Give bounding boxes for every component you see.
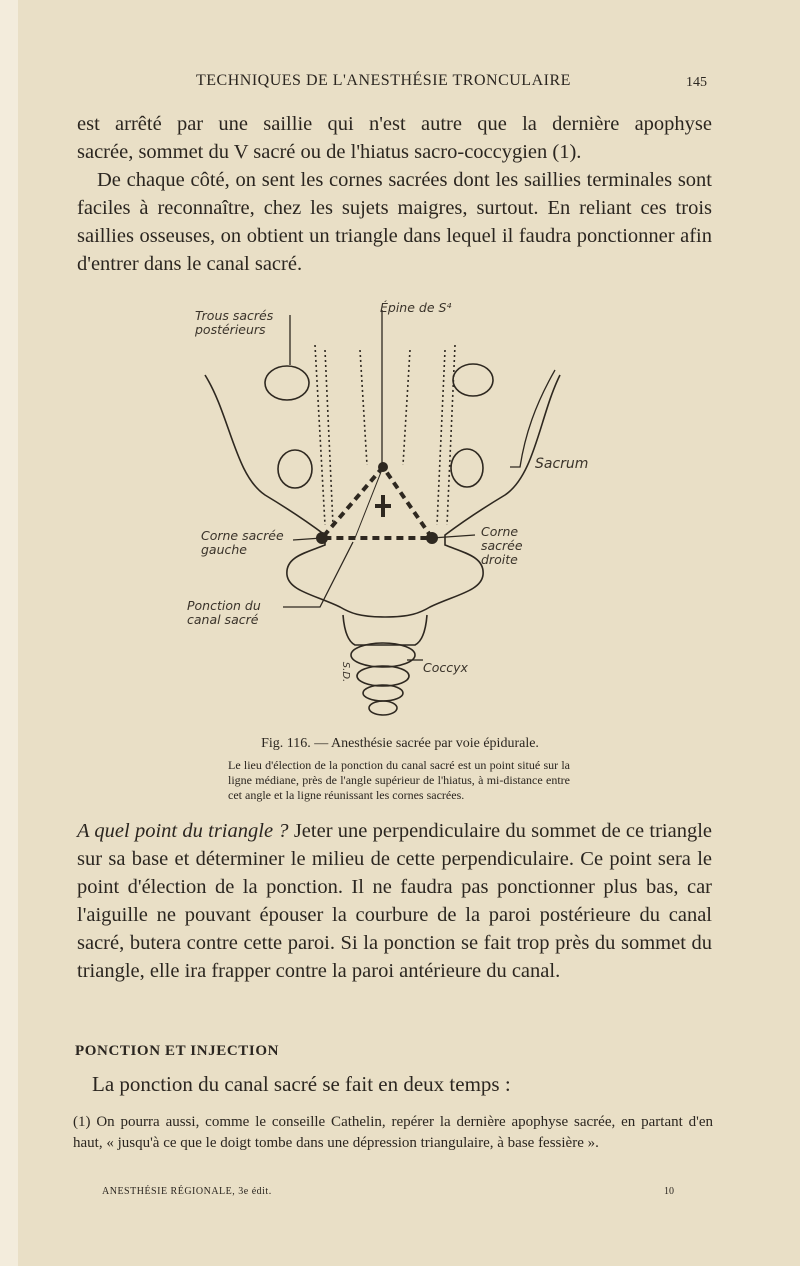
label-ponction: Ponction du canal sacré <box>187 598 261 627</box>
page-number: 145 <box>686 75 707 90</box>
text-line: est arrêté par une saillie qui n'est autre que la dernière apophyse <box>77 113 712 135</box>
label-sacrum: Sacrum <box>535 456 589 472</box>
paragraph: De chaque côté, on sent les cornes sacrées dont les saillies terminales sont faciles à reconnaître, chez les sujets maigres, surtout. En reliant ces trois saillies osseuses, on obtient un triangle dans lequel il faudra ponctionner afin d'entrer dans le canal sacré. <box>77 169 712 275</box>
running-header <box>0 72 800 96</box>
label-trous-sacres: Trous sacrés postérieurs <box>195 308 274 337</box>
figure-caption-title: Fig. 116. — Anesthésie sacrée par voie épidurale. <box>261 736 539 751</box>
label-epine: Épine de S⁴ <box>380 300 452 315</box>
running-title: TECHNIQUES DE L'ANESTHÉSIE TRONCULAIRE <box>196 72 571 89</box>
footnote: (1) On pourra aussi, comme le conseille Cathelin, repérer la dernière apophyse sacrée, en partant d'en haut, « jusqu'à ce que le doigt tombe dans une dépression triangulaire, à base fessière ». <box>73 1114 713 1151</box>
page-edge <box>0 0 18 1266</box>
label-coccyx: Coccyx <box>423 660 468 675</box>
italic-lead: A quel point du triangle ? <box>77 820 289 842</box>
label-corne-gauche: Corne sacrée gauche <box>201 528 284 557</box>
figure-caption-body: Le lieu d'élection de la ponction du canal sacré est un point situé sur la ligne médiane, près de l'angle supérieur de l'hiatus, à mi-distance entre cet angle et la ligne réunissant les cornes sacrées. <box>228 758 570 802</box>
triangle-paragraph <box>77 817 712 985</box>
intro-text <box>77 110 712 278</box>
paragraph-rest: Jeter une perpendiculaire du sommet de ce triangle sur sa base et déterminer le milieu de cette perpendiculaire. Ce point sera le point d'élection de la ponction. Il ne faudra pas ponctionner plus bas, car l'aiguille ne pouvant épouser la courbure de la paroi postérieure du canal sacré, butera contre cette paroi. Si la ponction se fait trop près du sommet du triangle, elle ira frapper contre la paroi antérieure du canal. <box>77 820 712 982</box>
section-lead: La ponction du canal sacré se fait en deux temps : <box>92 1072 511 1096</box>
footer-signature: ANESTHÉSIE RÉGIONALE, 3e édit. <box>102 1186 272 1197</box>
footer-sheet-number: 10 <box>664 1186 674 1197</box>
artist-initials: S.D. <box>340 661 352 683</box>
sacrum-figure <box>175 295 605 725</box>
text-line: sacrée, sommet du V sacré ou de l'hiatus sacro-coccygien (1). <box>77 141 582 163</box>
label-corne-droite: Corne sacrée droite <box>481 524 523 567</box>
sacrum-illustration <box>175 295 605 725</box>
section-heading: PONCTION ET INJECTION <box>75 1043 280 1059</box>
